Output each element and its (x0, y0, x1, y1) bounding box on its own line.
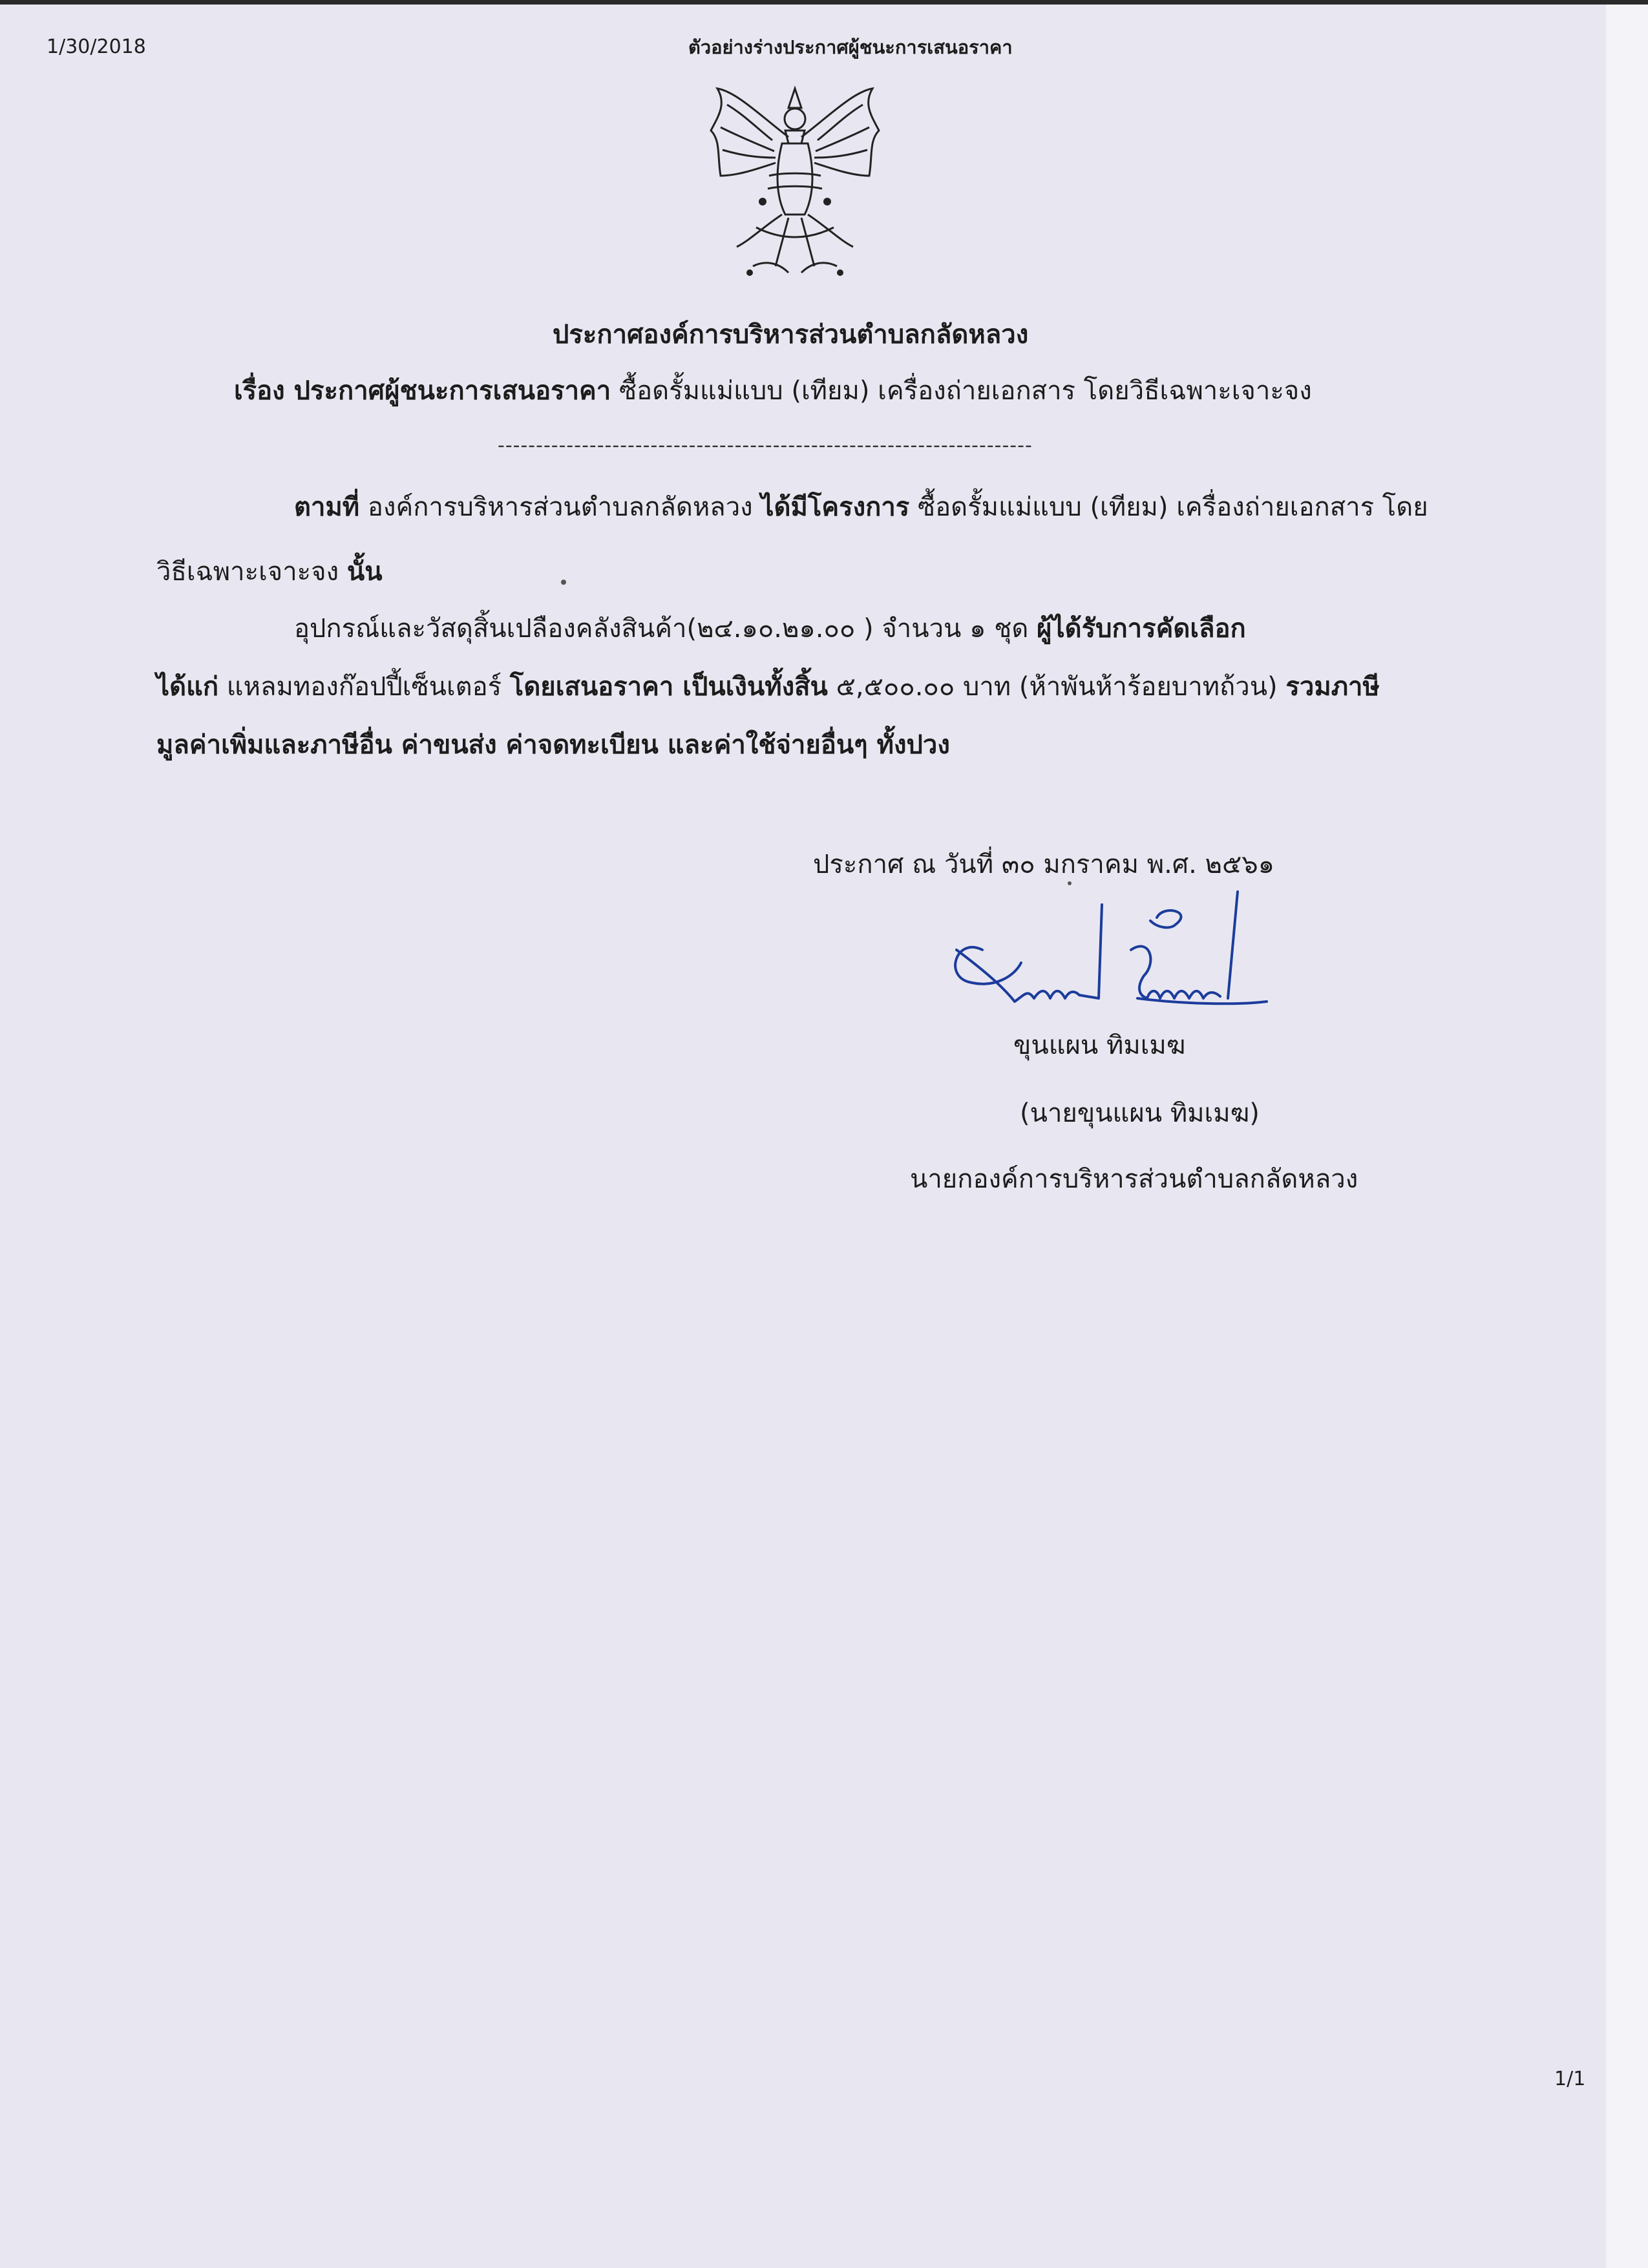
p1-project: ซื้อดรั้มแม่แบบ (เทียม) เครื่องถ่ายเอกสาร โดย (909, 492, 1428, 522)
page-number: 1/1 (1554, 2068, 1586, 2090)
p1-project-label: ได้มีโครงการ (761, 492, 910, 522)
title-subject-prefix: เรื่อง ประกาศผู้ชนะการเสนอราคา (234, 376, 611, 406)
signer-printed-name: (นายขุนแผน ทิมเมฆ) (1020, 1098, 1260, 1128)
print-heading: ตัวอย่างร่างประกาศผู้ชนะการเสนอราคา (688, 36, 1013, 58)
paragraph-2-line-2 (156, 666, 1380, 707)
p2-namely: ได้แก่ (156, 672, 219, 702)
p2-tax-detail: มูลค่าเพิ่มและภาษีอื่น ค่าขนส่ง ค่าจดทะเบียน และค่าใช้จ่ายอื่นๆ ทั้งปวง (156, 730, 950, 760)
p2-vendor: แหลมทองก๊อปปี้เซ็นเตอร์ (218, 672, 510, 702)
announcement-date: ประกาศ ณ วันที่ ๓๐ มกราคม พ.ศ. ๒๕๖๑ (813, 850, 1275, 879)
signature-icon (944, 879, 1331, 1034)
signer-handwritten-name: ขุนแผน ทิมเมฆ (1013, 1031, 1186, 1060)
title-subject-rest: ซื้อดรั้มแม่แบบ (เทียม) เครื่องถ่ายเอกสาร โดยวิธีเฉพาะเจาะจง (611, 376, 1312, 406)
paragraph-1-line-2 (156, 551, 383, 592)
paragraph-2-line-1 (294, 607, 1246, 649)
p2-item: อุปกรณ์และวัสดุสิ้นเปลืองคลังสินค้า(๒๔.๑๐.๒๑.๐๐ ) จำนวน ๑ ชุด (294, 614, 1037, 644)
p1-end: นั้น (346, 557, 383, 587)
p1-org: องค์การบริหารส่วนตำบลกลัดหลวง (359, 492, 761, 522)
p1-method: วิธีเฉพาะเจาะจง (156, 557, 347, 587)
p2-price-label: โดยเสนอราคา เป็นเงินทั้งสิ้น (509, 672, 828, 702)
p2-winner-label: ผู้ได้รับการคัดเลือก (1037, 614, 1246, 644)
print-date: 1/30/2018 (47, 36, 146, 58)
title-subject (234, 370, 1312, 411)
scan-margin (1606, 0, 1648, 2268)
p1-lead: ตามที่ (294, 492, 360, 522)
p2-amount: ๕,๕๐๐.๐๐ บาท (ห้าพันห้าร้อยบาทถ้วน) (827, 672, 1286, 702)
scan-speck (561, 580, 566, 585)
divider-line: ---------------------------------------------------------------------- (498, 434, 1033, 457)
paragraph-2-line-3 (156, 724, 950, 765)
scan-speck (1068, 881, 1072, 885)
p2-tax-label: รวมภาษี (1285, 672, 1380, 702)
title-organization: ประกาศองค์การบริหารส่วนตำบลกลัดหลวง (553, 320, 1029, 350)
paragraph-1-line-1 (294, 486, 1428, 527)
signer-position: นายกองค์การบริหารส่วนตำบลกลัดหลวง (910, 1164, 1358, 1194)
scan-top-edge (0, 0, 1648, 5)
garuda-emblem-icon (692, 79, 898, 292)
